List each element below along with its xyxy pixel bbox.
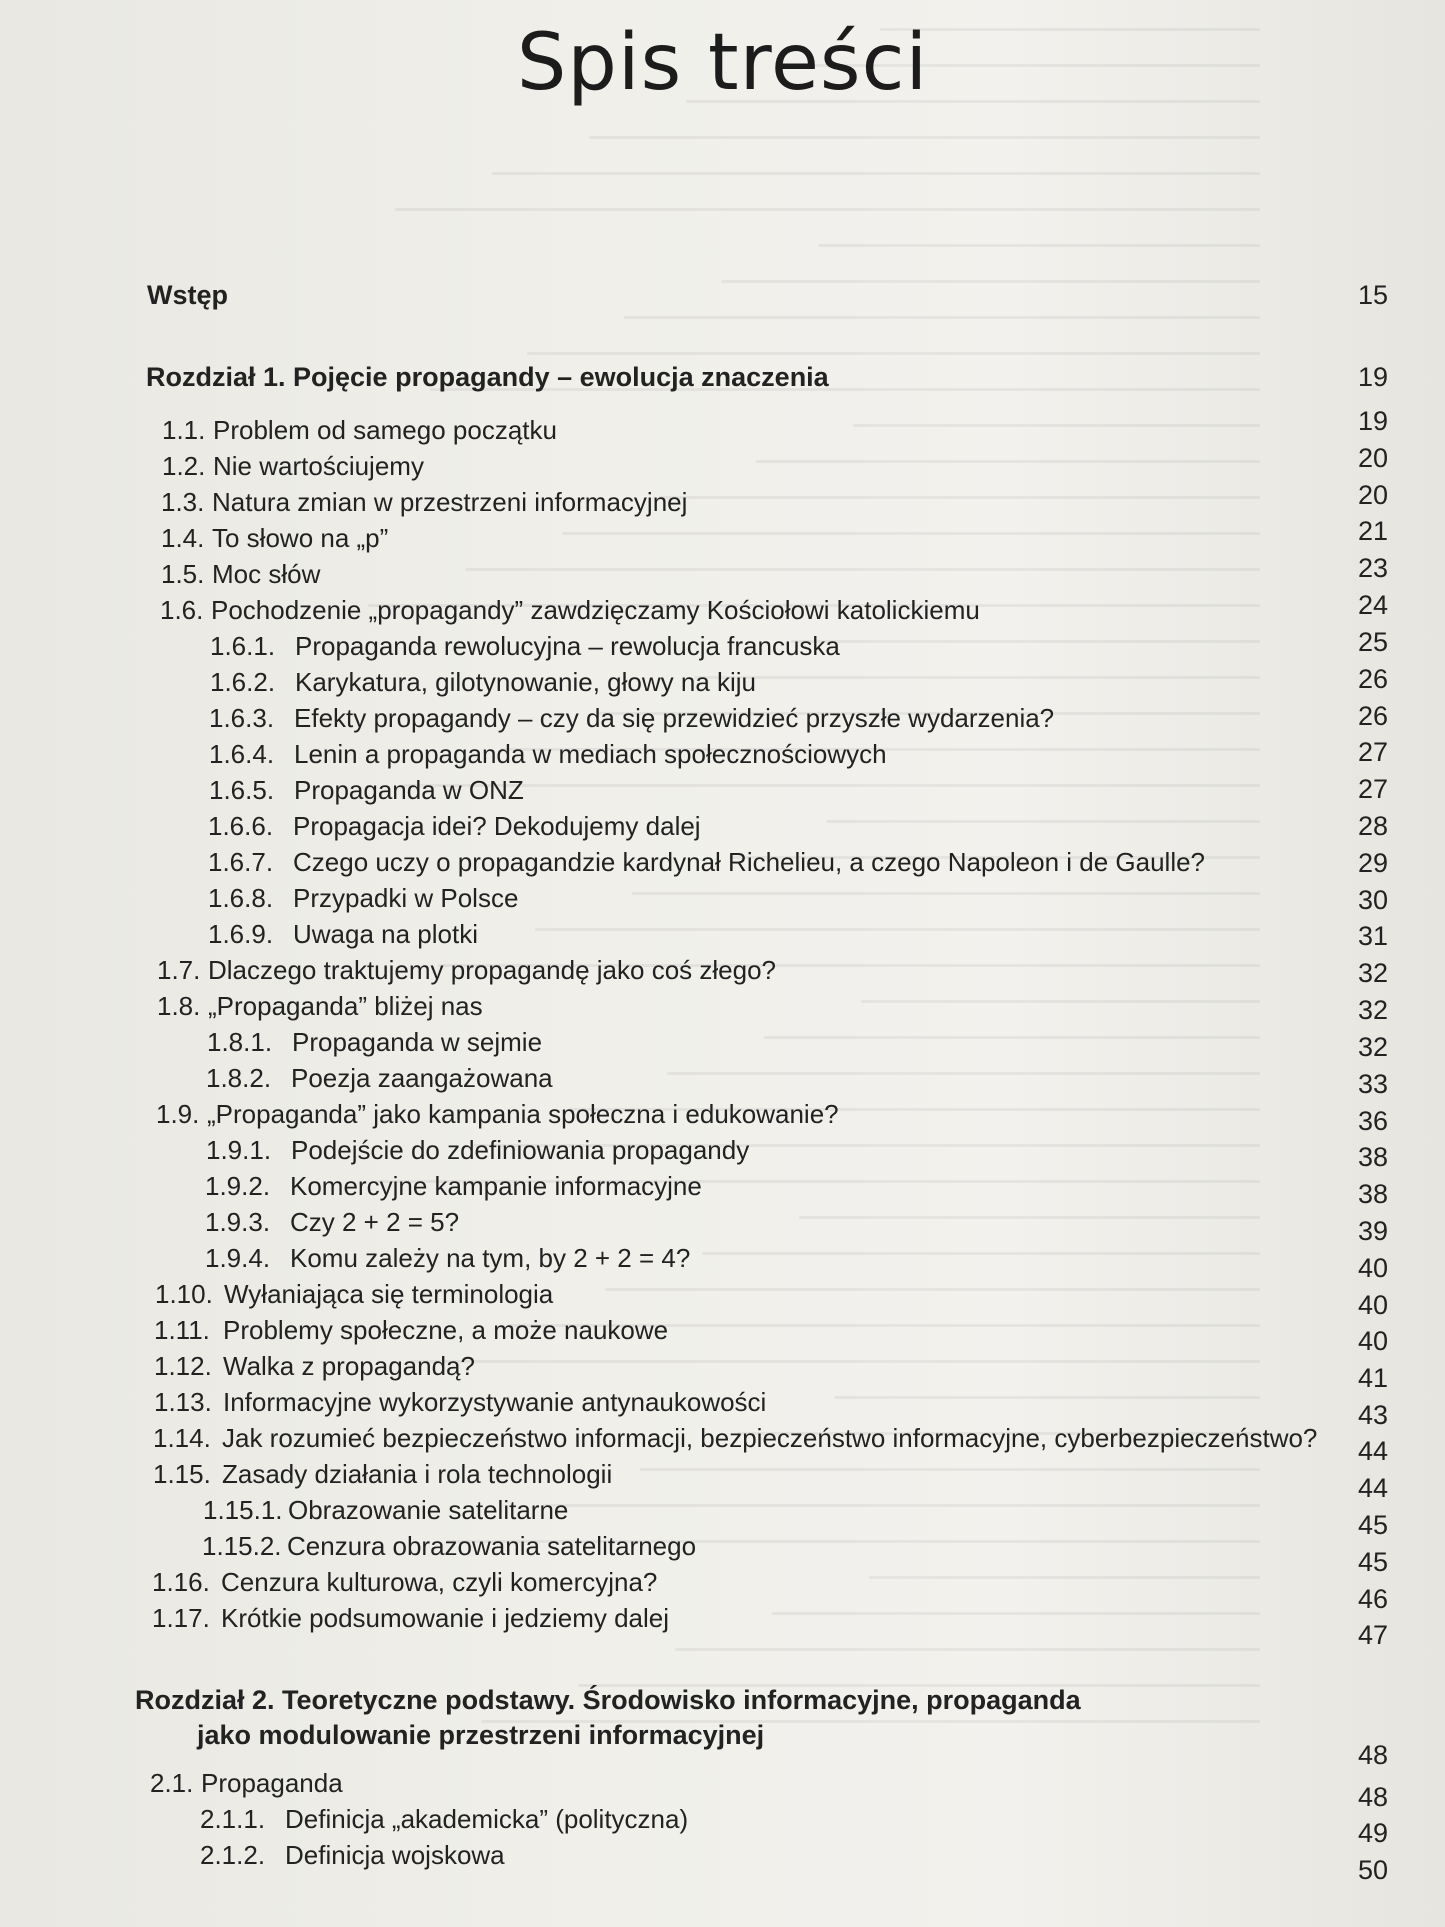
toc-entry-title: Natura zmian w przestrzeni informacyjnej (212, 487, 688, 517)
show-through-line (589, 136, 1260, 139)
toc-entry-number: 2.1.2. (200, 1840, 266, 1870)
toc-entry (0, 1457, 1445, 1491)
toc-page-number: 47 (1357, 1620, 1388, 1650)
toc-entry-title: Propaganda w ONZ (294, 775, 524, 805)
toc-page-number: 40 (1357, 1253, 1388, 1283)
toc-entry-number: 1.2. (162, 451, 206, 481)
toc-entry (0, 1601, 1445, 1635)
toc-entry (0, 881, 1445, 915)
toc-entry-title: Uwaga na plotki (293, 919, 478, 949)
toc-entry (0, 1313, 1445, 1347)
toc-entry (0, 1097, 1445, 1131)
toc-page-number: 46 (1357, 1584, 1388, 1614)
toc-entry (0, 1493, 1445, 1527)
toc-entry (0, 1565, 1445, 1599)
show-through-line (624, 316, 1260, 319)
toc-page-number: 36 (1357, 1106, 1388, 1136)
toc-chapter-heading (0, 1683, 1445, 1717)
toc-entry-number: 1.5. (161, 559, 205, 589)
toc-entry-title: „Propaganda” jako kampania społeczna i edukowanie? (207, 1099, 839, 1129)
show-through-line (818, 244, 1260, 247)
toc-entry (0, 1277, 1445, 1311)
toc-entry-title: Cenzura kulturowa, czyli komercyjna? (221, 1567, 658, 1597)
toc-page-number: 40 (1357, 1326, 1388, 1356)
toc-entry-title: Podejście do zdefiniowania propagandy (291, 1135, 750, 1165)
toc-entry-title: Lenin a propaganda w mediach społecznościowych (294, 739, 887, 769)
toc-page-number: 33 (1357, 1069, 1388, 1099)
toc-entry-number: 1.13. (154, 1387, 212, 1417)
toc-entry-title: Komercyjne kampanie informacyjne (290, 1171, 702, 1201)
toc-page-number: 20 (1357, 480, 1388, 510)
toc-page-number: 50 (1357, 1855, 1388, 1885)
toc-page-number: 19 (1357, 406, 1388, 436)
toc-entry (0, 1133, 1445, 1167)
toc-entry-title: Moc słów (212, 559, 321, 589)
toc-entry-title: Definicja „akademicka” (polityczna) (285, 1804, 689, 1834)
toc-entry-number: 2.1. (150, 1768, 194, 1798)
toc-page-number: 32 (1357, 958, 1388, 988)
toc-entry (0, 737, 1445, 771)
toc-entry-number: 1.11. (154, 1315, 210, 1345)
toc-entry-title: Walka z propagandą? (223, 1351, 475, 1381)
toc-entry-number: 1.9. (156, 1099, 200, 1129)
toc-page-number: 28 (1357, 811, 1388, 841)
toc-entry-title: Komu zależy na tym, by 2 + 2 = 4? (290, 1243, 691, 1273)
toc-page-number: 44 (1357, 1436, 1388, 1466)
toc-entry-title: „Propaganda” bliżej nas (208, 991, 483, 1021)
toc-entry-number: 1.6.9. (208, 919, 274, 949)
toc-page-number: 45 (1357, 1547, 1388, 1577)
toc-entry-number: 1.8. (157, 991, 201, 1021)
toc-entry-title: Dlaczego traktujemy propagandę jako coś złego? (208, 955, 777, 985)
toc-page-number: 26 (1357, 664, 1388, 694)
toc-page-number: 40 (1357, 1290, 1388, 1320)
toc-entry-title: Krótkie podsumowanie i jedziemy dalej (221, 1603, 670, 1633)
toc-entry (0, 521, 1445, 555)
toc-entry-number: 1.1. (162, 415, 206, 445)
toc-page-number: 48 (1357, 1740, 1388, 1770)
toc-page-number: 20 (1357, 443, 1388, 473)
toc-entry-number: 1.6.6. (208, 811, 274, 841)
toc-chapter-heading (0, 360, 1445, 394)
toc-page-number: 15 (1357, 280, 1388, 310)
toc-entry-title: Propaganda (201, 1768, 343, 1798)
toc-entry-number: 1.9.4. (205, 1243, 271, 1273)
toc-entry (0, 1349, 1445, 1383)
toc-entry-number: 1.6.1. (210, 631, 276, 661)
toc-entry-number: 1.14. (153, 1423, 211, 1453)
toc-entry (0, 917, 1445, 951)
toc-entry-title: Rozdział 1. Pojęcie propagandy – ewolucja znaczenia (146, 362, 829, 392)
toc-entry (0, 953, 1445, 987)
toc-page-number: 48 (1357, 1782, 1388, 1812)
toc-page-number: 44 (1357, 1473, 1388, 1503)
toc-page-number: 38 (1357, 1179, 1388, 1209)
toc-entry-number: 1.7. (157, 955, 201, 985)
toc-entry (0, 629, 1445, 663)
toc-chapter-heading (0, 278, 1445, 312)
toc-page-number: 19 (1357, 362, 1388, 392)
toc-entry (0, 1025, 1445, 1059)
toc-entry (0, 413, 1445, 447)
toc-page-number: 31 (1357, 921, 1388, 951)
toc-entry-title: jako modulowanie przestrzeni informacyjnej (197, 1720, 765, 1750)
toc-entry-title: Propaganda rewolucyjna – rewolucja francuska (295, 631, 840, 661)
toc-entry (0, 989, 1445, 1023)
toc-entry (0, 485, 1445, 519)
toc-page-number: 38 (1357, 1142, 1388, 1172)
toc-page-number: 24 (1357, 590, 1388, 620)
toc-chapter-heading (0, 1718, 1445, 1752)
toc-entry-title: Jak rozumieć bezpieczeństwo informacji, bezpieczeństwo informacyjne, cyberbezpieczeństwo? (222, 1423, 1318, 1453)
toc-entry-number: 1.6. (160, 595, 204, 625)
toc-entry (0, 1061, 1445, 1095)
toc-entry-number: 1.15.2. (202, 1531, 282, 1561)
toc-entry-number: 1.15.1. (203, 1495, 283, 1525)
toc-entry-number: 1.8.2. (206, 1063, 272, 1093)
toc-page-number: 25 (1357, 627, 1388, 657)
toc-page-number: 23 (1357, 553, 1388, 583)
toc-page-number: 32 (1357, 995, 1388, 1025)
toc-entry-title: Karykatura, gilotynowanie, głowy na kiju (295, 667, 757, 697)
toc-entry-number: 1.10. (155, 1279, 213, 1309)
toc-page-number: 49 (1357, 1818, 1388, 1848)
toc-entry (0, 1421, 1445, 1455)
toc-entry (0, 809, 1445, 843)
toc-entry-title: Przypadki w Polsce (293, 883, 519, 913)
toc-entry-number: 1.6.4. (209, 739, 275, 769)
toc-entry (0, 557, 1445, 591)
toc-entry-number: 1.12. (154, 1351, 212, 1381)
toc-entry-title: Efekty propagandy – czy da się przewidzieć przyszłe wydarzenia? (294, 703, 1055, 733)
toc-page-number: 26 (1357, 701, 1388, 731)
toc-page-number: 29 (1357, 848, 1388, 878)
toc-entry-number: 1.9.1. (206, 1135, 272, 1165)
toc-entry-title: Obrazowanie satelitarne (288, 1495, 569, 1525)
toc-entry-title: Problem od samego początku (213, 415, 557, 445)
page-title: Spis treści (516, 18, 929, 108)
toc-entry-title: Pochodzenie „propagandy” zawdzięczamy Kościołowi katolickiemu (211, 595, 980, 625)
toc-page-number: 45 (1357, 1510, 1388, 1540)
toc-entry-title: Definicja wojskowa (285, 1840, 505, 1870)
toc-page-number: 27 (1357, 737, 1388, 767)
toc-entry (0, 773, 1445, 807)
toc-entry-title: Propaganda w sejmie (292, 1027, 543, 1057)
toc-entry-number: 2.1.1. (200, 1804, 266, 1834)
toc-entry-title: Zasady działania i rola technologii (222, 1459, 613, 1489)
toc-entry-title: Propagacja idei? Dekodujemy dalej (293, 811, 701, 841)
show-through-line (527, 352, 1260, 355)
toc-page-number: 21 (1357, 516, 1388, 546)
toc-entry-number: 1.4. (161, 523, 205, 553)
toc-entry (0, 1241, 1445, 1275)
toc-entry-title: To słowo na „p” (212, 523, 389, 553)
toc-entry-title: Wyłaniająca się terminologia (224, 1279, 554, 1309)
toc-page-number: 39 (1357, 1216, 1388, 1246)
toc-entry (0, 1169, 1445, 1203)
toc-entry-number: 1.6.8. (208, 883, 274, 913)
toc-entry (0, 1205, 1445, 1239)
toc-entry (0, 701, 1445, 735)
toc-page-number: 41 (1357, 1363, 1388, 1393)
show-through-line (675, 1648, 1260, 1651)
toc-entry-number: 1.6.2. (210, 667, 276, 697)
toc-entry-title: Cenzura obrazowania satelitarnego (287, 1531, 697, 1561)
toc-entry-number: 1.6.3. (209, 703, 275, 733)
show-through-line (492, 172, 1260, 175)
toc-entry-number: 1.17. (152, 1603, 210, 1633)
toc-entry-number: 1.8.1. (207, 1027, 273, 1057)
toc-entry-title: Rozdział 2. Teoretyczne podstawy. Środowisko informacyjne, propaganda (135, 1685, 1081, 1715)
toc-entry (0, 1838, 1445, 1872)
toc-page-number: 27 (1357, 774, 1388, 804)
toc-entry (0, 1385, 1445, 1419)
toc-entry (0, 1529, 1445, 1563)
toc-page-number: 32 (1357, 1032, 1388, 1062)
toc-entry-number: 1.15. (153, 1459, 211, 1489)
toc-entry-title: Informacyjne wykorzystywanie antynaukowości (223, 1387, 767, 1417)
show-through-line (395, 208, 1260, 211)
toc-page-number: 43 (1357, 1400, 1388, 1430)
toc-entry (0, 593, 1445, 627)
toc-entry-number: 1.6.7. (208, 847, 274, 877)
toc-entry-number: 1.3. (161, 487, 205, 517)
toc-entry (0, 1766, 1445, 1800)
toc-entry (0, 845, 1445, 879)
toc-entry-title: Problemy społeczne, a może naukowe (223, 1315, 669, 1345)
toc-entry-title: Poezja zaangażowana (291, 1063, 553, 1093)
toc-entry-title: Nie wartościujemy (213, 451, 424, 481)
toc-entry-title: Czy 2 + 2 = 5? (290, 1207, 460, 1237)
toc-entry (0, 449, 1445, 483)
toc-entry-number: 1.6.5. (209, 775, 275, 805)
toc-entry-number: 1.16. (152, 1567, 210, 1597)
toc-entry-number: 1.9.3. (205, 1207, 271, 1237)
toc-entry-title: Czego uczy o propagandzie kardynał Richelieu, a czego Napoleon i de Gaulle? (293, 847, 1206, 877)
toc-entry (0, 1802, 1445, 1836)
toc-page-number: 30 (1357, 885, 1388, 915)
toc-entry-number: 1.9.2. (205, 1171, 271, 1201)
toc-entry (0, 665, 1445, 699)
toc-entry-title: Wstęp (147, 280, 228, 310)
